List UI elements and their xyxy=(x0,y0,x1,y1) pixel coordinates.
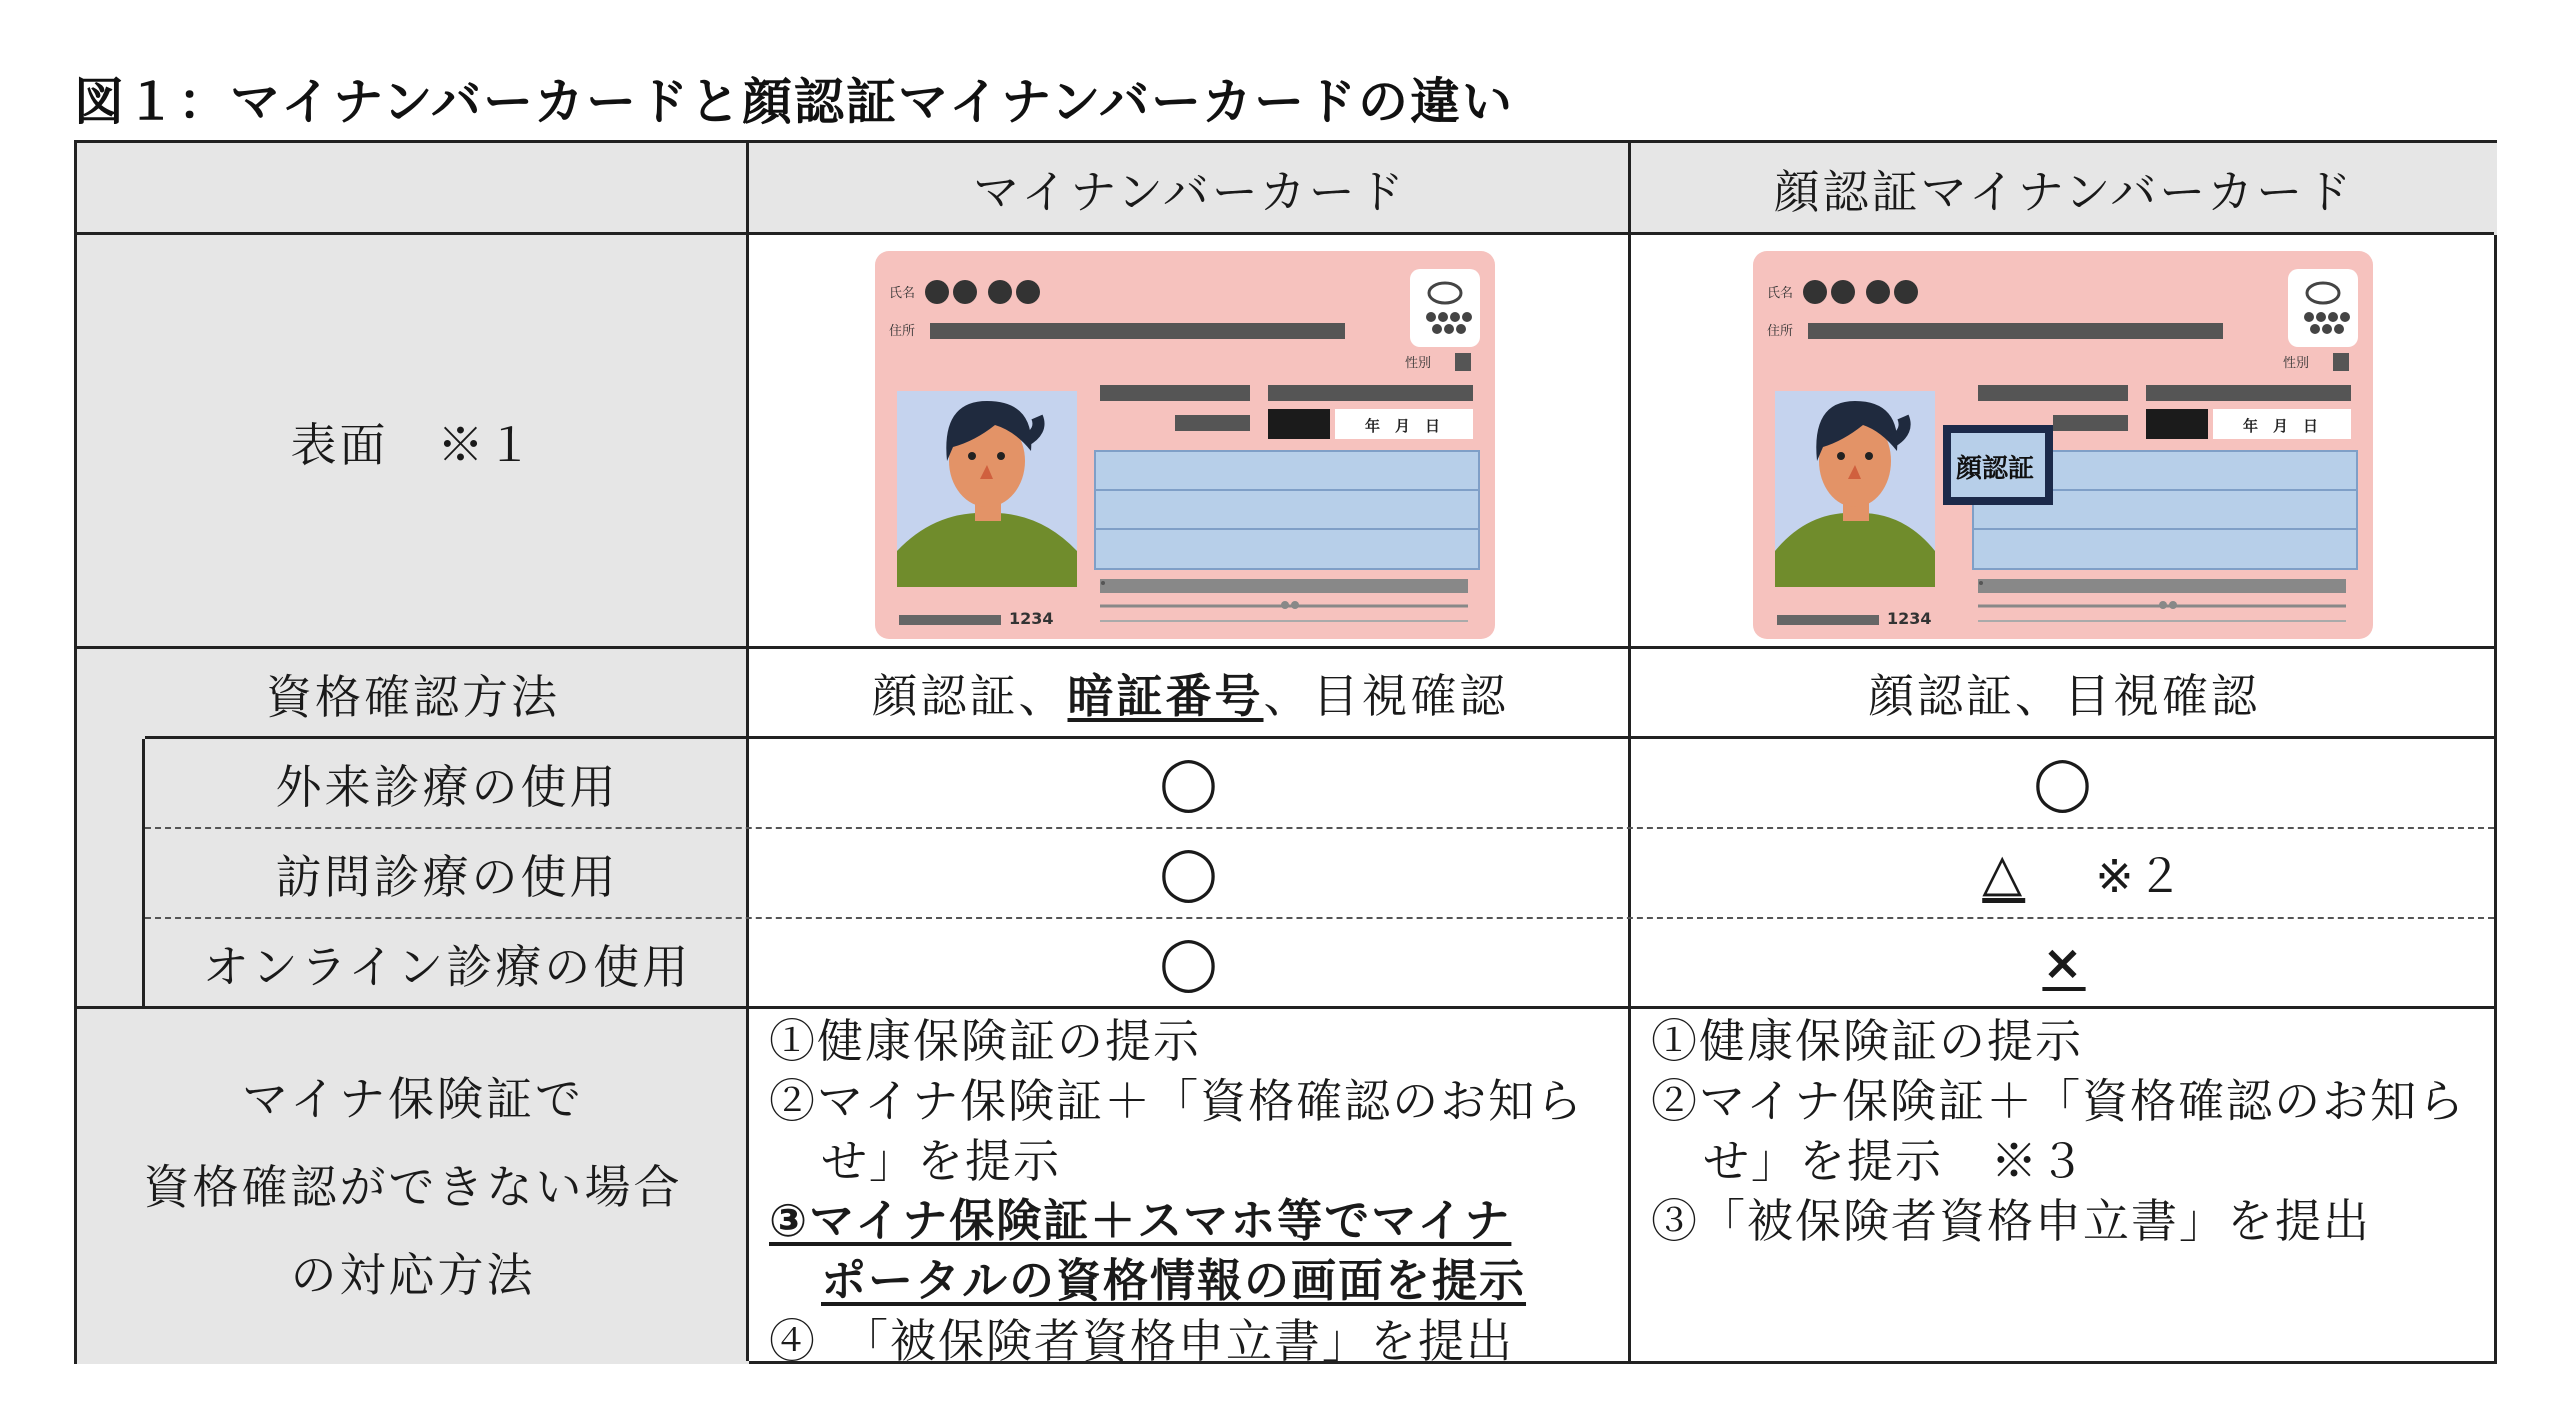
front-label-text: 表面 ※１ xyxy=(290,418,536,472)
row-outpatient-label xyxy=(145,739,749,829)
card1-date-label: 年 月 日 xyxy=(1365,417,1441,435)
method-col1-pin: 暗証番号 xyxy=(1067,668,1264,723)
fallback-col1-item1: ①健康保険証の提示 xyxy=(769,1014,1201,1068)
comparison-table xyxy=(74,140,2497,1368)
method-col1-c: 、目視確認 xyxy=(1263,668,1509,723)
online-col2 xyxy=(1631,919,2497,1007)
sub-indent-block xyxy=(77,739,145,1009)
fallback-col2-item1: ①健康保険証の提示 xyxy=(1651,1014,2083,1068)
fallback-col2-item2-cont: せ」を提示 ※３ xyxy=(1703,1134,2087,1188)
header-col1 xyxy=(749,143,1631,235)
fallback-label-line1: マイナ保険証で xyxy=(241,1071,585,1126)
divider-sub xyxy=(142,739,145,1006)
row-visit-label xyxy=(145,829,749,919)
method-col2-text: 顔認証、目視確認 xyxy=(1868,668,2260,723)
row-front-label xyxy=(77,235,749,649)
fallback-label-line2: 資格確認ができない場合 xyxy=(143,1159,683,1214)
fallback-col1-item2-cont: せ」を提示 xyxy=(821,1134,1061,1188)
header-corner xyxy=(77,143,749,235)
fallback-col1-item3: ③マイナ保険証＋スマホ等でマイナ xyxy=(769,1194,1512,1247)
outpatient-col1-mark: ◯ xyxy=(1159,753,1221,813)
online-label-text: オンライン診療の使用 xyxy=(202,940,692,994)
visit-col2-note: ※２ xyxy=(2095,849,2186,903)
card2-date-label: 年 月 日 xyxy=(2243,417,2319,435)
visit-col2 xyxy=(1631,829,2497,917)
row-online-label xyxy=(145,919,749,1009)
header-col2-text: 顔認証マイナンバーカード xyxy=(1773,165,2355,219)
mynumber-card-image xyxy=(875,251,1495,639)
online-col2-mark: × xyxy=(2042,935,2086,991)
card2-number: 1234 xyxy=(1887,609,1932,628)
fallback-col1-item2: ②マイナ保険証＋「資格確認のお知ら xyxy=(769,1074,1585,1128)
visit-col2-mark: △ xyxy=(1982,843,2026,903)
outpatient-col1 xyxy=(749,739,1631,827)
online-col1 xyxy=(749,919,1631,1007)
face-auth-card-svg xyxy=(1753,251,2373,639)
method-label-text: 資格確認方法 xyxy=(266,670,560,724)
method-col1 xyxy=(749,649,1631,736)
divider-h1 xyxy=(77,232,2494,235)
header-col2 xyxy=(1631,143,2497,235)
card1-sex-label: 性別 xyxy=(1405,356,1432,371)
method-col2 xyxy=(1631,649,2497,736)
card1-number: 1234 xyxy=(1009,609,1054,628)
visit-col1 xyxy=(749,829,1631,917)
card2-face-badge: 顔認証 xyxy=(1956,454,2035,484)
visit-col1-mark: ◯ xyxy=(1159,843,1221,903)
outpatient-col2-mark: ◯ xyxy=(2033,753,2095,813)
fallback-col1-item4: ④ 「被保険者資格申立書」を提出 xyxy=(769,1314,1514,1368)
fallback-label-line3: の対応方法 xyxy=(290,1247,536,1302)
row-fallback-label xyxy=(77,1009,749,1364)
online-col1-mark: ◯ xyxy=(1159,933,1221,993)
outpatient-col2 xyxy=(1631,739,2497,827)
card2-sex-label: 性別 xyxy=(2283,356,2310,371)
fallback-col2-list xyxy=(1651,1011,2466,1251)
mynumber-card-svg xyxy=(875,251,1495,639)
figure-title: 図１：マイナンバーカードと顔認証マイナンバーカードの違い xyxy=(74,73,1514,131)
fallback-col1-list xyxy=(769,1011,1584,1371)
fallback-col2-item2: ②マイナ保険証＋「資格確認のお知ら xyxy=(1651,1074,2467,1128)
header-col1-text: マイナンバーカード xyxy=(973,165,1407,219)
card2-name-label: 氏名 xyxy=(1767,286,1794,301)
face-auth-card-image xyxy=(1753,251,2373,639)
fallback-col2-item3: ③「被保険者資格申立書」を提出 xyxy=(1651,1194,2371,1248)
visit-label-text: 訪問診療の使用 xyxy=(275,850,619,904)
card2-addr-label: 住所 xyxy=(1767,324,1794,339)
method-col1-a: 顔認証、 xyxy=(871,668,1068,723)
card1-name-label: 氏名 xyxy=(889,286,916,301)
row-method-label xyxy=(77,649,749,739)
fallback-col1-item3-cont: ポータルの資格情報の画面を提示 xyxy=(821,1254,1527,1307)
card1-addr-label: 住所 xyxy=(889,324,916,339)
outpatient-label-text: 外来診療の使用 xyxy=(275,760,619,814)
